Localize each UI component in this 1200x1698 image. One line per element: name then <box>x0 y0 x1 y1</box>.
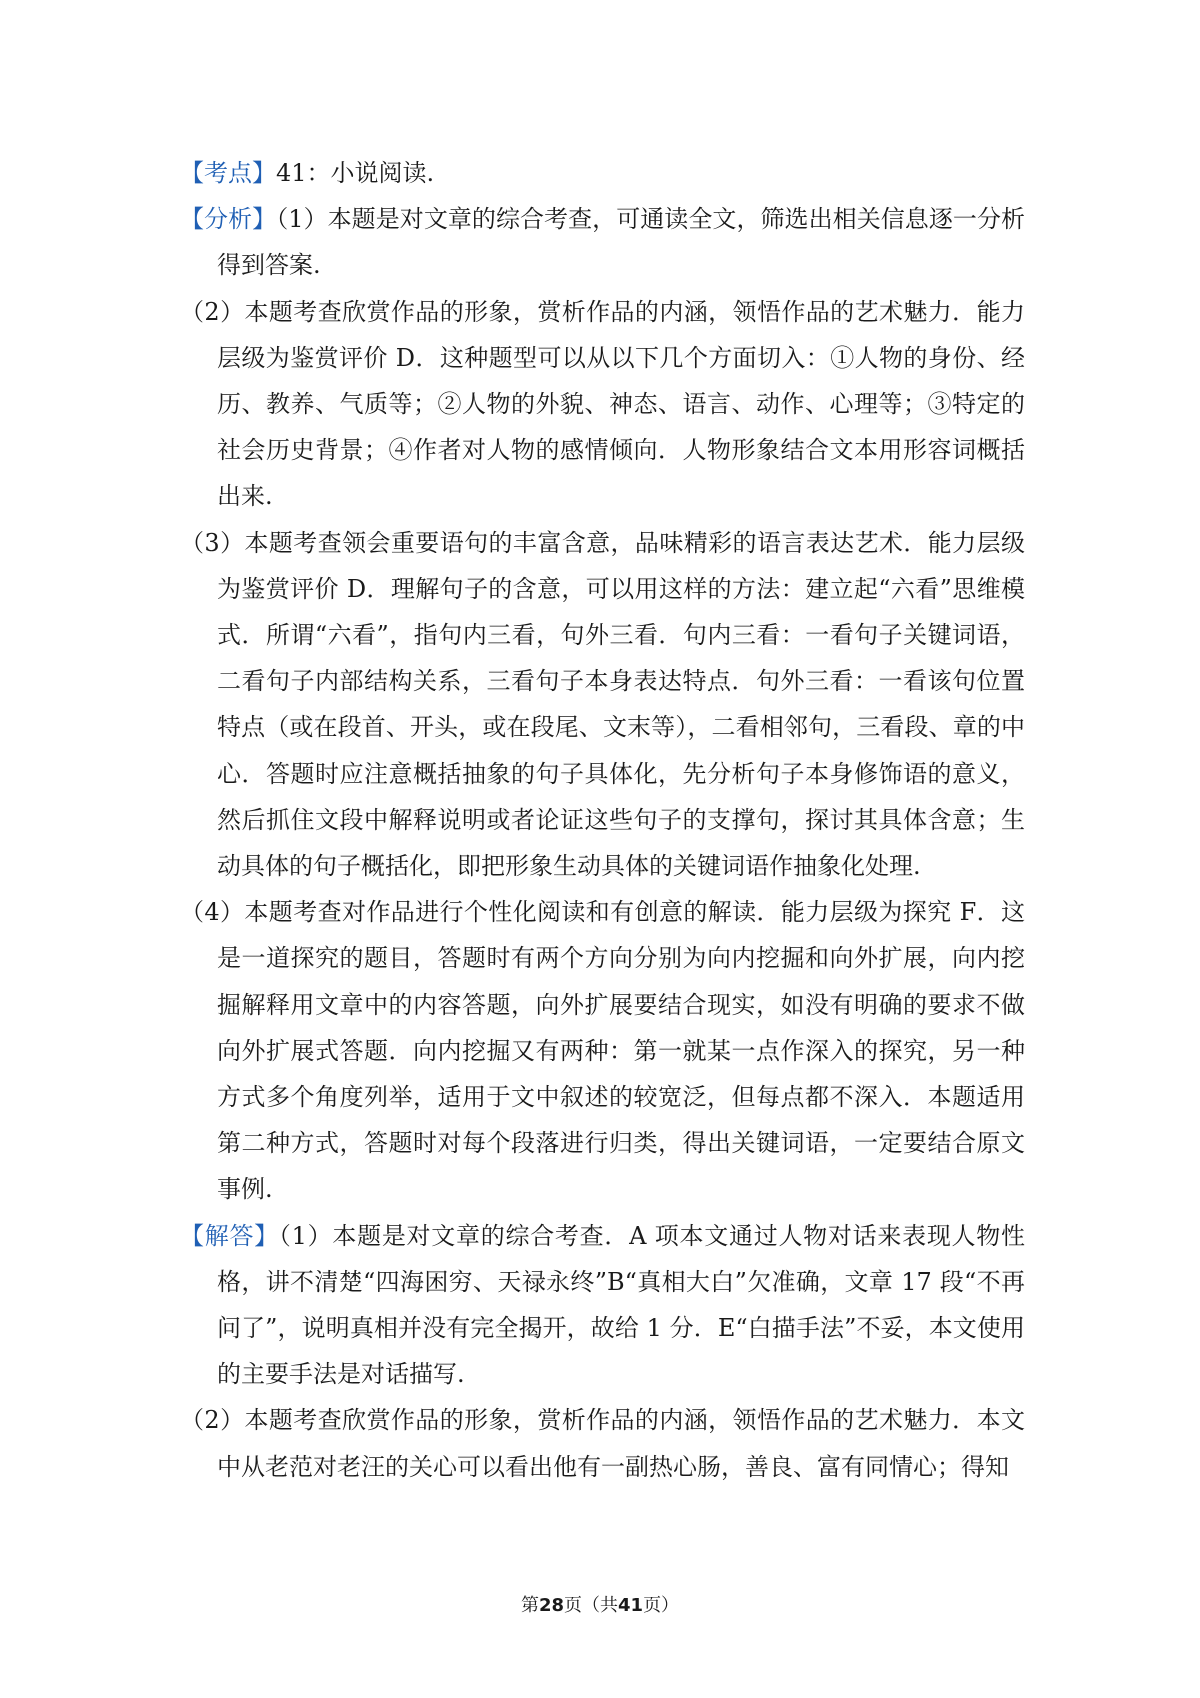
footer-middle: 页（共 <box>564 1595 618 1616</box>
fenxi-item-4: （4）本题考查对作品进行个性化阅读和有创意的解读．能力层级为探究 F．这是一道探究的题目，答题时有两个方向分别为向内挖掘和向外扩展，向内挖掘解释用文章中的内容答题，向外扩展要结合现实，如没有明确的要求不做向外扩展式答题．向内挖掘又有两种：第一就某一点作深入的探究，另一种方式多个角度列举，适用于文中叙述的较宽泛，但每点都不深入．本题适用第二种方式，答题时对每个段落进行归类，得出关键词语，一定要结合原文事例. <box>180 898 1025 1204</box>
kaodian-section <box>180 150 1025 196</box>
footer-total-pages: 41 <box>618 1595 644 1616</box>
fenxi-item-1 <box>180 196 1025 288</box>
footer-prefix: 第 <box>520 1595 539 1616</box>
jieda-label: 【解答】 <box>180 1221 279 1250</box>
footer-suffix: 页） <box>643 1595 680 1616</box>
jieda-item-text: （1）本题是对文章的综合考查．A 项本文通过人物对话来表现人物性格，讲不清楚“四海困穷、天禄永终”B“真相大白”欠准确，文章 17 段“不再问了”，说明真相并没有完全揭开，故给 1 分．E“白描手法”不妥，本文使用的主要手法是对话描写. <box>217 1221 1026 1389</box>
fenxi-item-text: （1）本题是对文章的综合考查，可通读全文，筛选出相关信息逐一分析得到答案. <box>217 205 1025 280</box>
document-body <box>180 150 1025 1490</box>
jieda-item-1 <box>180 1213 1025 1398</box>
page-footer <box>0 1594 1200 1618</box>
kaodian-label: 【考点】 <box>180 159 276 187</box>
fenxi-label: 【分析】 <box>180 205 277 234</box>
jieda-item-2: （2）本题考查欣赏作品的形象，赏析作品的内涵，领悟作品的艺术魅力．本文中从老范对老汪的关心可以看出他有一副热心肠，善良、富有同情心；得知 <box>180 1406 1025 1481</box>
footer-current-page: 28 <box>538 1595 564 1616</box>
kaodian-text: 41：小说阅读. <box>276 159 435 187</box>
fenxi-item-3: （3）本题考查领会重要语句的丰富含意，品味精彩的语言表达艺术．能力层级为鉴赏评价 D．理解句子的含意，可以用这样的方法：建立起“六看”思维模式．所谓“六看”，指句内三看，句外三看．句内三看：一看句子关键词语，二看句子内部结构关系，三看句子本身表达特点．句外三看：一看该句位置特点（或在段首、开头，或在段尾、文末等），二看相邻句，三看段、章的中心．答题时应注意概括抽象的句子具体化，先分析句子本身修饰语的意义，然后抓住文段中解释说明或者论证这些句子的支撑句，探讨其具体含意；生动具体的句子概括化，即把形象生动具体的关键词语作抽象化处理. <box>180 528 1025 881</box>
fenxi-item-2: （2）本题考查欣赏作品的形象，赏析作品的内涵，领悟作品的艺术魅力．能力层级为鉴赏评价 D．这种题型可以从以下几个方面切入：①人物的身份、经历、教养、气质等；②人物的外貌、神态、语言、动作、心理等；③特定的社会历史背景；④作者对人物的感情倾向．人物形象结合文本用形容词概括出来. <box>180 297 1025 511</box>
